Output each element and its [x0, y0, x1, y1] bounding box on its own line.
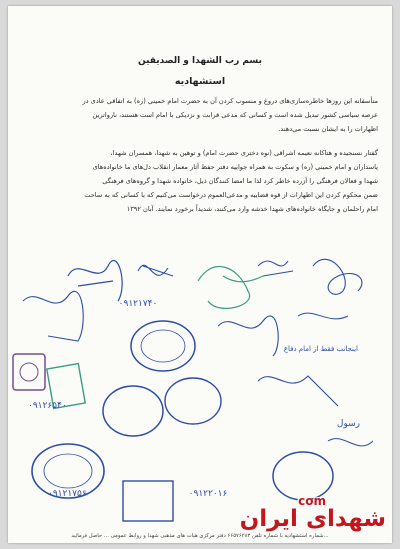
signature-1	[68, 261, 122, 301]
basmala-heading: بسم رب الشهدا و الصدیقین	[138, 56, 262, 66]
paragraph-2-line-2: پاسداران و امام خمینی (ره) و سکوت به همراه جوابیه دفتر حفظ آثار معمار انقلاب دل‌های ما خانواده‌های	[92, 163, 378, 171]
stamp-rect-blue	[123, 481, 173, 521]
paragraph-2	[38, 146, 378, 216]
stamp-round-2	[103, 386, 163, 436]
paragraph-1-line-3: اظهارات را به ایشان نسبت می‌دهند.	[278, 125, 378, 133]
letter-title: استشهادیه	[174, 76, 226, 87]
phone-3: ۰۹۱۲۱۷۵۶	[48, 489, 87, 499]
signature-7	[218, 316, 278, 356]
watermark-domain: com	[298, 494, 326, 508]
paragraph-2-line-3: شهدا و فعالان فرهنگی را آزرده خاطر کرد لذا ما امضا کنندگان ذیل، خانواده شهدا و گروه‌های فرهنگی	[102, 177, 378, 185]
signature-6	[23, 291, 83, 341]
signature-8	[298, 313, 348, 319]
signature-3-green	[198, 267, 263, 309]
phone-1: ۰۹۱۲۱۷۴۰	[118, 299, 158, 309]
phone-2: ۰۹۱۲۶۵۴۰	[28, 401, 67, 411]
phone-4: ۰۹۱۲۲۰۱۶	[188, 489, 228, 499]
signature-10	[328, 439, 373, 446]
signature-9	[258, 376, 338, 406]
watermark-site: شهدای ایران	[239, 506, 386, 532]
signature-2	[138, 265, 173, 276]
footer-note: ...شماره استشهادیه با شماره تلفن ۶۶۵۷۶۲۸۳ دفتر مرکزی هیأت های مذهبی شهدا و روابط عمومی ... حاصل فرمائید	[71, 533, 329, 539]
paragraph-1	[38, 94, 378, 136]
signature-5	[313, 259, 362, 294]
paragraph-1-line-2: عرصه سیاسی کشور تبدیل شده است و کسانی که مدعی قرابت و نزدیکی با امام است هستند، ناروا‌ترین	[92, 111, 378, 119]
stamp-rect-purple	[13, 354, 45, 390]
document-page	[8, 6, 392, 543]
paragraph-2-line-1: گفتار نسنجیده و هتاکانه نعیمه اشراقی (نوه دختری حضرت امام) و توهین به شهدا، همسران شهدا،	[110, 149, 378, 157]
stamp-round-5	[273, 452, 333, 500]
note-1: اینجانب فقط از امام دفاع	[283, 345, 358, 353]
stamp-round-3	[165, 378, 221, 424]
watermark-logo	[240, 495, 386, 531]
paragraph-2-line-5: امام راحلمان و جایگاه خانواده‌های شهدا خدشه وارد می‌کنند، شدیداً برخورد نمایند. آبان ۱۳۹۲	[126, 205, 378, 213]
signature-4	[258, 261, 293, 276]
paragraph-1-line-1: متأسفانه این روزها خاطره‌سازی‌های دروغ و منسوب کردن آن به حضرت امام خمینی (ره) به اتفاقی عادی در	[82, 97, 378, 105]
note-2: رسول	[336, 419, 360, 429]
paragraph-2-line-4: ضمن محکوم کردن این اظهارات از قوه قضاییه و مدعی‌العموم درخواست می‌کنیم که با کسانی که به ساحت	[84, 191, 378, 199]
